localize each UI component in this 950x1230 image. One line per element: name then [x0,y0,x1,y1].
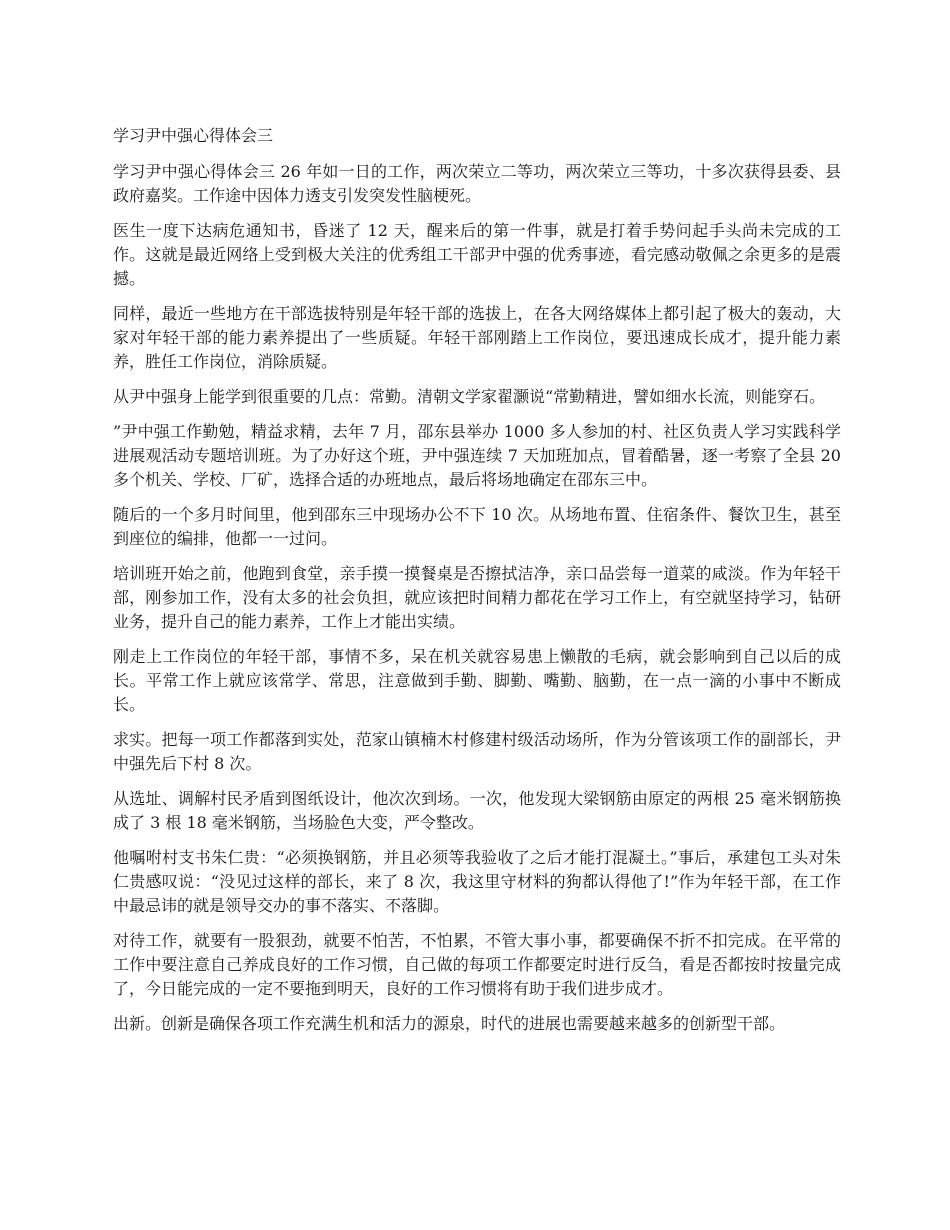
document-title: 学习尹中强心得体会三 [113,126,274,145]
paragraph: 刚走上工作岗位的年轻干部，事情不多，呆在机关就容易患上懒散的毛病，就会影响到自己以后的成长。平常工作上就应该常学、常思，注意做到手勤、脚勤、嘴勤、脑勤，在一点一滴的小事中不断成长。 [113,647,841,714]
paragraph: ”尹中强工作勤勉，精益求精，去年 7 月，邵东县举办 1000 多人参加的村、社区负责人学习实践科学进展观活动专题培训班。为了办好这个班，尹中强连续 7 天加班加点，冒着酷暑，逐一考察了全县 20 多个机关、学校、厂矿，选择合适的办班地点，最后将场地确定在邵东三中。 [113,422,841,489]
paragraph: 培训班开始之前，他跑到食堂，亲手摸一摸餐桌是否擦拭洁净，亲口品尝每一道菜的咸淡。作为年轻干部，刚参加工作，没有太多的社会负担，就应该把时间精力都花在学习工作上，有空就坚持学习，钻研业务，提升自己的能力素养，工作上才能出实绩。 [113,564,841,631]
paragraph: 求实。把每一项工作都落到实处，范家山镇楠木村修建村级活动场所，作为分管该项工作的副部长，尹中强先后下村 8 次。 [113,730,841,773]
paragraph: 同样，最近一些地方在干部选拔特别是年轻干部的选拔上，在各大网络媒体上都引起了极大的轰动，大家对年轻干部的能力素养提出了一些质疑。年轻干部刚踏上工作岗位，要迅速成长成才，提升能力素养，胜任工作岗位，消除质疑。 [113,304,841,371]
paragraph: 从选址、调解村民矛盾到图纸设计，他次次到场。一次，他发现大梁钢筋由原定的两根 25 毫米钢筋换成了 3 根 18 毫米钢筋，当场脸色大变，严令整改。 [113,789,841,832]
document-page [113,124,841,1047]
paragraph: 出新。创新是确保各项工作充满生机和活力的源泉，时代的进展也需要越来越多的创新型干部。 [113,1014,786,1033]
paragraph: 医生一度下达病危通知书，昏迷了 12 天，醒来后的第一件事，就是打着手势问起手头尚未完成的工作。这就是最近网络上受到极大关注的优秀组工干部尹中强的优秀事迹，看完感动敬佩之余更多的是震撼。 [113,221,841,288]
paragraph: 随后的一个多月时间里，他到邵东三中现场办公不下 10 次。从场地布置、住宿条件、餐饮卫生，甚至到座位的编排，他都一一过问。 [113,505,841,548]
paragraph: 对待工作，就要有一股狠劲，就要不怕苦，不怕累，不管大事小事，都要确保不折不扣完成。在平常的工作中要注意自己养成良好的工作习惯，自己做的每项工作都要定时进行反刍，看是否都按时按量完成了，今日能完成的一定不要拖到明天，良好的工作习惯将有助于我们进步成才。 [113,931,841,998]
paragraph: 学习尹中强心得体会三 26 年如一日的工作，两次荣立二等功，两次荣立三等功，十多次获得县委、县政府嘉奖。工作途中因体力透支引发突发性脑梗死。 [113,162,841,205]
paragraph: 他嘱咐村支书朱仁贵：“必须换钢筋，并且必须等我验收了之后才能打混凝土。”事后，承建包工头对朱仁贵感叹说：“没见过这样的部长，来了 8 次，我这里守材料的狗都认得他了!”作为年轻干部，在工作中最忌讳的就是领导交办的事不落实、不落脚。 [113,848,841,915]
paragraph: 从尹中强身上能学到很重要的几点：常勤。清朝文学家翟灏说“常勤精进，譬如细水长流，则能穿石。 [113,387,826,406]
